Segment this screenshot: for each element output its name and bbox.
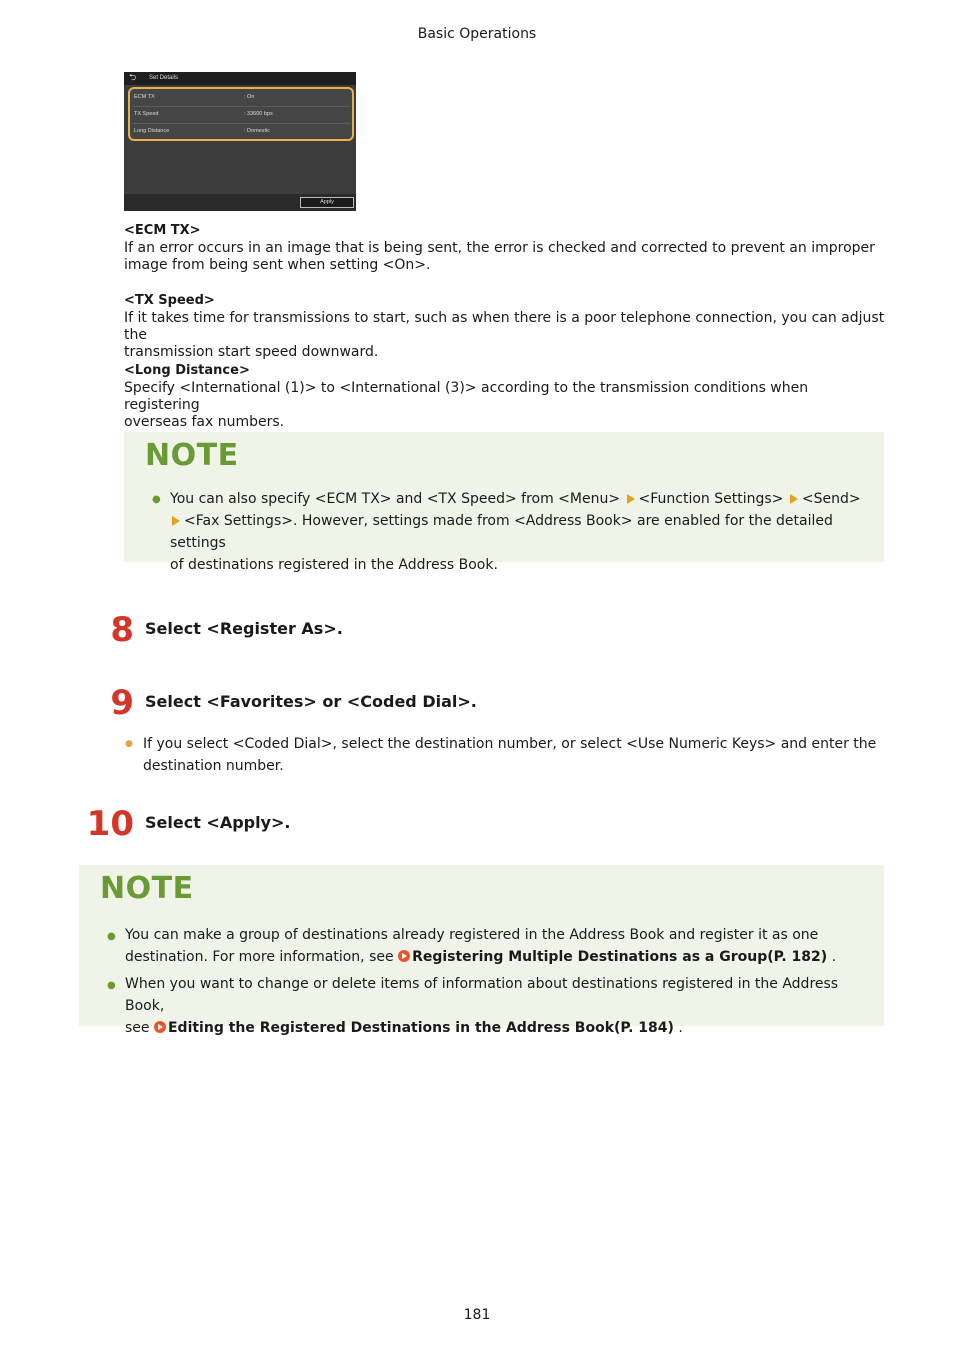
link-arrow-icon: [398, 950, 410, 962]
note-item: You can also specify <ECM TX> and <TX Speed> from <Menu> <Function Settings> <Send> <Fax Settings>. However, settings made from <Address Book> are enabled for the detailed settings of destinations registered in the Address Book.: [170, 491, 861, 573]
setting-label: ECM TX: [134, 94, 155, 100]
term-description: If an error occurs in an image that is being sent, the error is checked and corrected to prevent an improper image from being sent when setting <On>.: [124, 240, 875, 273]
note-title: NOTE: [100, 871, 194, 906]
link-arrow-icon: [154, 1021, 166, 1033]
bullet-icon: ●: [107, 980, 116, 991]
screen-title: Set Details: [149, 75, 179, 81]
link-registering-group[interactable]: Registering Multiple Destinations as a Group(P. 182): [412, 949, 828, 965]
term-description: Specify <International (1)> to <International (3)> according to the transmission conditions when registering overseas fax numbers.: [124, 380, 809, 430]
step-number: 9: [110, 683, 134, 723]
screen-bottom-bar: [124, 194, 356, 211]
step-number: 10: [86, 804, 134, 844]
link-editing-destinations[interactable]: Editing the Registered Destinations in the Address Book(P. 184): [167, 1020, 674, 1036]
note-box: [79, 865, 884, 1036]
term-description: If it takes time for transmissions to start, such as when there is a poor telephone connection, you can adjust the transmission start speed downward.: [124, 310, 885, 360]
apply-button: Apply: [300, 197, 354, 208]
setting-row-tx-speed: [134, 107, 348, 122]
menu-arrow-icon: [790, 494, 798, 504]
step-text: Select <Apply>.: [145, 813, 291, 832]
step-text: Select <Register As>.: [145, 619, 343, 638]
screen-title-bar: [124, 72, 356, 85]
note-item: When you want to change or delete items of information about destinations registered in the Address Book, see Editing the Registered Destinations in the Address Book(P. 184) .: [125, 976, 839, 1036]
menu-arrow-icon: [172, 516, 180, 526]
setting-label: TX Speed: [134, 111, 159, 117]
setting-label: Long Distance: [134, 128, 170, 134]
note-box: [124, 432, 884, 573]
setting-value: : Domestic: [244, 128, 270, 134]
term-tx-speed: <TX Speed>: [124, 293, 215, 308]
term-ecm-tx: <ECM TX>: [124, 223, 201, 238]
setting-row-long-distance: [134, 124, 348, 139]
settings-list: [128, 87, 354, 141]
bullet-icon: ●: [152, 494, 161, 505]
step-text: Select <Favorites> or <Coded Dial>.: [145, 692, 477, 711]
setting-value: : On: [244, 94, 255, 100]
term-long-distance: <Long Distance>: [124, 363, 250, 378]
page-header: Basic Operations: [417, 26, 537, 42]
note-item: You can make a group of destinations already registered in the Address Book and register it as one destination. For more information, see Registering Multiple Destinations as a Group(P. 182) .: [125, 927, 837, 965]
bullet-icon: ●: [107, 931, 116, 942]
setting-row-ecm-tx: [134, 90, 348, 105]
back-arrow-icon: ⮌: [129, 73, 137, 83]
device-screen-image: [124, 72, 356, 211]
setting-value: : 33600 bps: [244, 111, 273, 117]
menu-arrow-icon: [627, 494, 635, 504]
note-title: NOTE: [145, 438, 239, 473]
bullet-icon: ●: [125, 739, 133, 749]
page-number: 181: [463, 1307, 491, 1323]
step-sub-text: If you select <Coded Dial>, select the destination number, or select <Use Numeric Keys> and enter the destination number.: [143, 736, 877, 774]
step-number: 8: [110, 610, 134, 650]
